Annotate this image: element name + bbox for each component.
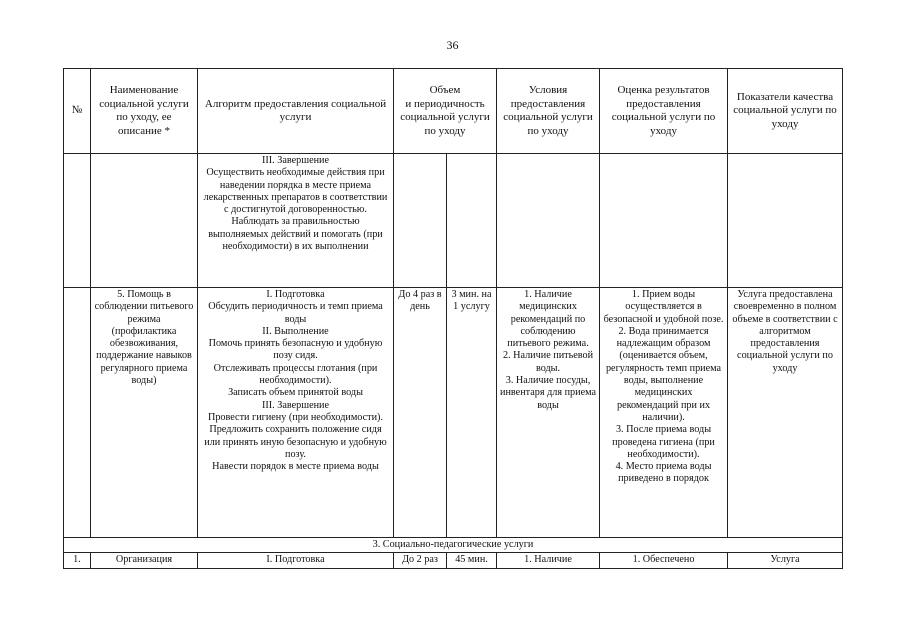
cell-empty [447, 154, 497, 288]
header-conditions: Условия предоставления социальной услуги по уходу [497, 69, 600, 154]
cell-empty [728, 154, 843, 288]
table-header-row [64, 69, 843, 154]
cell-algorithm: I. Подготовка [198, 553, 394, 569]
cell-conditions: 1. Наличие медицинских рекомендаций по соблюдению питьевого режима. 2. Наличие питьевой воды. 3. Наличие посуды, инвентаря для приема воды [497, 288, 600, 538]
cell-empty [394, 154, 447, 288]
header-service-name: Наименование социальной услуги по уходу, ее описание * [91, 69, 198, 154]
cell-evaluation: 1. Обеспечено [600, 553, 728, 569]
cell-evaluation: 1. Прием воды осуществляется в безопасной и удобной позе. 2. Вода принимается надлежащим образом (оценивается объем, регулярность темп приема воды, выполнение медицинских рекомендаций при их наличии). 3. После приема воды проведена гигиена (при необходимости). 4. Место приема воды приведено в порядок [600, 288, 728, 538]
cell-quality: Услуга [728, 553, 843, 569]
header-algorithm: Алгоритм предоставления социальной услуги [198, 69, 394, 154]
cell-empty [600, 154, 728, 288]
cell-algorithm: III. Завершение Осуществить необходимые действия при наведении порядка в месте приема лекарственных препаратов в соответствии с достигнутой договоренностью. Наблюдать за правильностью выполняемых действий и помогать (при необходимости) в их выполнении [198, 154, 394, 288]
section-row [64, 538, 843, 553]
cell-empty [497, 154, 600, 288]
header-quality: Показатели качества социальной услуги по уходу [728, 69, 843, 154]
social-services-table [63, 68, 843, 569]
cell-algorithm: I. Подготовка Обсудить периодичность и темп приема воды II. Выполнение Помочь принять безопасную и удобную позу сидя. Отслеживать процессы глотания (при необходимости). Записать объем принятой воды III. Завершение Провести гигиену (при необходимости). Предложить сохранить положение сидя или принять иную безопасную и удобную позу. Навести порядок в месте приема воды [198, 288, 394, 538]
cell-empty [91, 154, 198, 288]
header-volume: Объем и периодичность социальной услуги по уходу [394, 69, 497, 154]
cell-duration: 3 мин. на 1 услугу [447, 288, 497, 538]
header-evaluation: Оценка результатов предоставления социальной услуги по уходу [600, 69, 728, 154]
cell-empty [64, 288, 91, 538]
cell-frequency: До 2 раз [394, 553, 447, 569]
header-number: № [64, 69, 91, 154]
table-row-completion [64, 154, 843, 288]
cell-duration: 45 мин. [447, 553, 497, 569]
cell-quality: Услуга предоставлена своевременно в полном объеме в соответствии с алгоритмом предоставления социальной услуги по уходу [728, 288, 843, 538]
cell-number: 1. [64, 553, 91, 569]
cell-service-name: Организация [91, 553, 198, 569]
cell-conditions: 1. Наличие [497, 553, 600, 569]
cell-frequency: До 4 раз в день [394, 288, 447, 538]
page-number: 36 [446, 38, 459, 52]
table-row-organization [64, 553, 843, 569]
cell-empty [64, 154, 91, 288]
table-row-water [64, 288, 843, 538]
section-title: 3. Социально-педагогические услуги [64, 538, 843, 553]
cell-service-name: 5. Помощь в соблюдении питьевого режима (профилактика обезвоживания, поддержание навыков регулярного приема воды) [91, 288, 198, 538]
